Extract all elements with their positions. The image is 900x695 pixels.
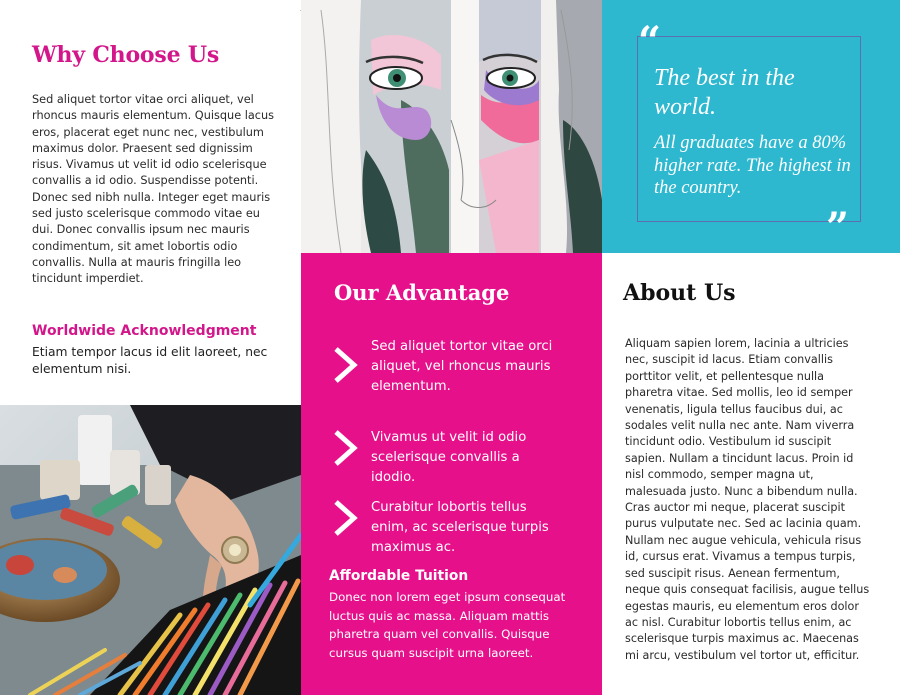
advantage-item-text: Vivamus ut velit id odio scelerisque convallis a idodio. — [371, 430, 527, 485]
why-choose-us-body: Sed aliquet tortor vitae orci aliquet, vel rhoncus mauris elementum. Quisque lacus eros, placerat eget nunc nec, vestibulum maximus dolor. Praesent sed dignissim risus. Vivamus ut velit id odio scelerisque convallis a id odio. Suspendisse potenti. Donec sed nibh nulla. Integer eget mauris sed justo scelerisque commodo vitae eu dui. Donec convallis ipsum nec mauris condimentum, sit amet lobortis odio convallis. Nulla at mauris fringilla leo tincidunt imperdiet. — [32, 93, 275, 286]
open-quote-mark: “ — [638, 18, 662, 65]
worldwide-acknowledgment-body: Etiam tempor lacus id elit laoreet, nec elementum nisi. — [32, 345, 268, 376]
advantage-item-text: Sed aliquet tortor vitae orci aliquet, vel rhoncus mauris elementum. — [371, 339, 553, 394]
worldwide-acknowledgment-heading: Worldwide Acknowledgment — [32, 323, 257, 339]
portrait-illustration — [301, 0, 602, 253]
why-choose-us-heading: Why Choose Us — [32, 42, 220, 68]
our-advantage-heading: Our Advantage — [334, 280, 510, 305]
quote-text: All graduates have a 80% higher rate. The highest in the country. — [654, 133, 851, 198]
close-quote-mark: ” — [826, 204, 850, 251]
affordable-tuition-heading: Affordable Tuition — [329, 568, 469, 584]
quote-headline: The best in the world. — [654, 65, 795, 120]
chevron-right-icon — [330, 345, 360, 385]
art-supplies-photo — [0, 405, 301, 695]
advantage-item-text: Curabitur lobortis tellus enim, ac scelerisque turpis maximus ac. — [371, 500, 549, 555]
chevron-right-icon — [330, 498, 360, 538]
about-us-heading: About Us — [623, 280, 736, 306]
affordable-tuition-body: Donec non lorem eget ipsum consequat luctus quis ac massa. Aliquam mattis pharetra quam vel convallis. Quisque cursus quam suscipit urna laoreet. — [329, 590, 566, 660]
about-us-body: Aliquam sapien lorem, lacinia a ultricies nec, suscipit id lacus. Etiam convallis porttitor velit, et pellentesque nulla pharetra vitae. Sed mollis, leo id semper venenatis, ligula tellus faucibus dui, ac sodales velit nulla nec ante. Nam viverra tincidunt odio. Vestibulum id suscipit sapien. Nullam a tincidunt lacus. Proin id nisl commodo, semper magna ut, malesuada justo. Nunc a bibendum nulla. Cras auctor mi neque, placerat suscipit purus vulputate nec. Sed ac lacinia quam. Nullam nec augue vehicula, vehicula risus id, cursus erat. Vivamus a tempus turpis, sed suscipit risus. Aenean fermentum, neque quis consequat facilisis, augue tellus egestas mauris, eu elementum eros dolor ac nisl. Curabitur lobortis tellus enim, ac scelerisque turpis maximus ac. Maecenas mi arcu, vestibulum vel tortor ut, efficitur. — [625, 337, 870, 662]
chevron-right-icon — [330, 428, 360, 468]
